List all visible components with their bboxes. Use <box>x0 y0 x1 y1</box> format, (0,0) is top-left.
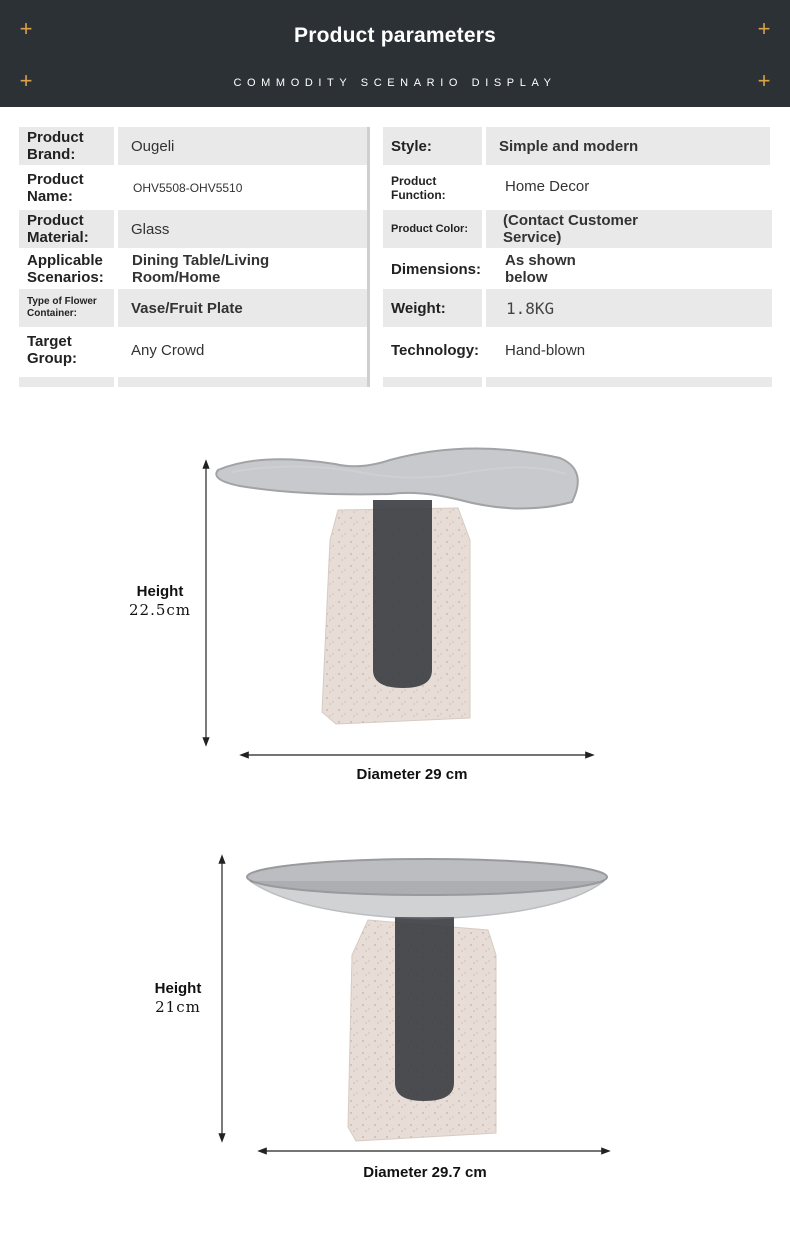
plus-icon: + <box>757 16 771 41</box>
product-2-height <box>138 979 218 1017</box>
param-value-material: Glass <box>118 210 367 248</box>
param-label-dimensions: Dimensions: <box>391 260 482 278</box>
param-value-name: OHV5508-OHV5510 <box>133 180 243 195</box>
param-label-technology: Technology: <box>391 341 480 359</box>
param-value-brand: Ougeli <box>118 127 367 165</box>
plus-icon: + <box>19 68 33 93</box>
product-1-height <box>120 582 200 620</box>
param-value-target: Any Crowd <box>131 341 205 359</box>
plus-icon: + <box>757 68 771 93</box>
height-label: Height <box>136 583 184 600</box>
product-1-diameter: Diameter 29 cm <box>356 766 468 783</box>
param-label-target: Target Group: <box>27 333 77 367</box>
param-value-scenarios: Dining Table/Living Room/Home <box>132 252 270 286</box>
param-value-container: Vase/Fruit Plate <box>118 289 367 327</box>
page-title: Product parameters <box>293 24 496 47</box>
param-value-function: Home Decor <box>505 177 590 195</box>
page-subtitle: COMMODITY SCENARIO DISPLAY <box>233 77 557 89</box>
height-label: Height <box>154 980 202 997</box>
height-value: 21cm <box>155 998 201 1016</box>
param-label-scenarios: Applicable Scenarios: <box>27 252 104 286</box>
param-value-technology: Hand-blown <box>505 341 586 359</box>
param-label-container: Type of Flower Container: <box>19 289 114 327</box>
param-value-color: (Contact Customer Service) <box>486 210 772 248</box>
height-value: 22.5cm <box>128 601 192 619</box>
product-2-diameter: Diameter 29.7 cm <box>363 1164 487 1181</box>
table-footer-strip <box>383 377 482 387</box>
param-label-function: Product Function: <box>391 174 446 202</box>
table-footer-strip <box>118 377 367 387</box>
table-footer-strip <box>486 377 772 387</box>
product-1-illustration <box>0 430 790 800</box>
table-footer-strip <box>19 377 114 387</box>
param-label-name: Product Name: <box>27 171 84 205</box>
param-value-weight: 1.8KG <box>486 289 772 327</box>
param-label-weight: Weight: <box>383 289 482 327</box>
param-label-brand: Product Brand: <box>19 127 114 165</box>
header-banner <box>0 0 790 107</box>
param-label-style: Style: <box>383 127 482 165</box>
param-value-dimensions: As shown below <box>505 252 576 286</box>
plus-icon: + <box>19 16 33 41</box>
table-divider <box>367 127 370 387</box>
product-2-illustration <box>0 845 790 1165</box>
param-value-style: Simple and modern <box>486 127 770 165</box>
param-label-material: Product Material: <box>19 210 114 248</box>
param-label-color: Product Color: <box>383 210 482 248</box>
